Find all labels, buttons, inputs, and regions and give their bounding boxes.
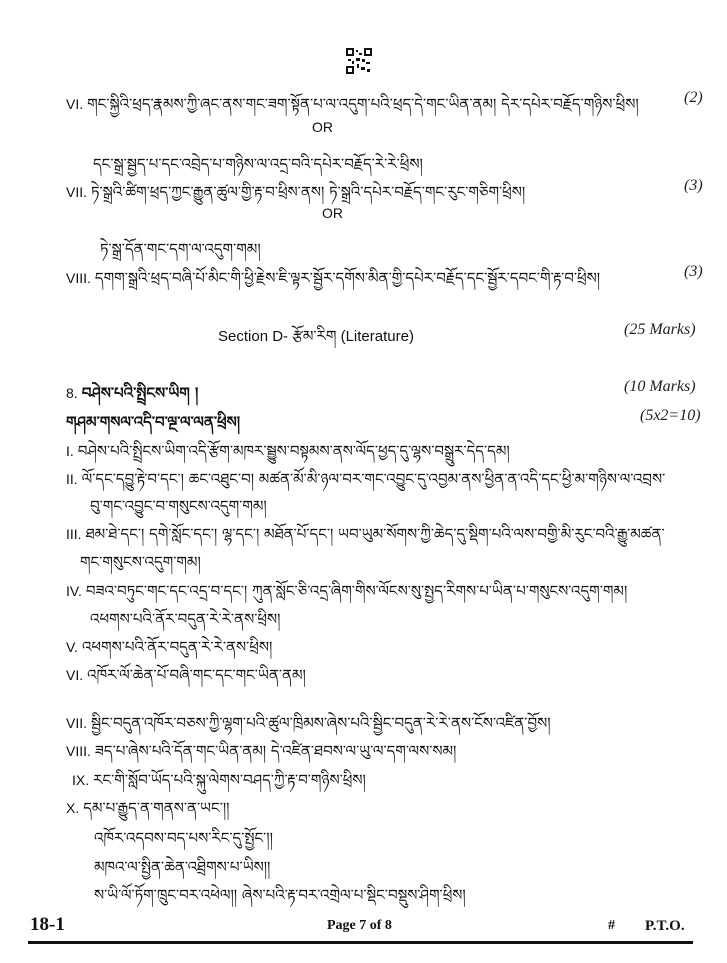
sub-question-text: ལོ་དང་དབྱུ་རྟེ་བ་དང་། ཆང་འཐུང་བ། མཚན་མོ་མི་ཉལ་བར་གང་འབྱུང་དུ་འབྱམ་ནས་ཕྱིན་ན་འདི་དང་ཕྱི་མ་གཉིས་ལ་འབྲས་ xyxy=(81,470,666,488)
verse-line: ས་ཡི་ལོ་ཏོག་ཁྲུང་བར་འཕེལ།། ཞེས་པའི་རྟ་བར་འགྲེལ་པ་སྡིང་བསྡུས་ཤིག་ཕྲིས། xyxy=(94,886,466,904)
question-vi-alternative: དང་སྒྲ་སྦྱད་པ་དང་འབྲེད་པ་གཉིས་ལ་འདྲ་བའི་དཔེར་བརྗོད་རེ་རེ་ཕྲིས། xyxy=(93,155,423,173)
sub-question-text: སྦྱིང་བདུན་འཁོར་བཅས་ཀྱི་ལྷག་པའི་ཚུལ་ཁྲིམས་ཞེས་པའི་སྦྱིང་བདུན་རེ་རེ་ནས་ངོས་འཛིན་བྱོས། xyxy=(91,714,551,732)
sub-question-iv-continued: འཕགས་པའི་ནོར་བདུན་རེ་རེ་ནས་ཕྲིས། xyxy=(90,610,281,628)
question-number: VI. xyxy=(66,96,84,112)
sub-question-number: III. xyxy=(66,526,82,542)
qr-code-icon xyxy=(346,48,372,74)
question-number: 8. xyxy=(66,385,78,401)
sub-question-number: VII. xyxy=(66,715,88,731)
question-vi xyxy=(66,88,639,130)
sub-question-number: VI. xyxy=(66,667,84,683)
question-title: བཤེས་པའི་སྤྲིངས་ཡིག ། xyxy=(81,384,199,402)
question-8-sub-marks: (5x2=10) xyxy=(640,407,701,424)
footer-rule xyxy=(28,941,693,944)
sub-question-text: ཐམ་ཐེ་དང་། དགེ་སློང་དང་། ལྷ་དང་། མཐོན་པོ་དང་། ཡབ་ཡུམ་སོགས་ཀྱི་ཆེད་དུ་སྡིག་པའི་ལས་བགྱི་མི་རུང་བའི་རྒྱུ་མཚན་ xyxy=(85,525,665,543)
question-text: ཏེ་སྒྲའི་ཚིག་ཕྲད་ཀྱང་རྒྱུན་ཚུལ་གྱི་རྟ་བ་ཕྲིས་ནས། ཏེ་སྒྲའི་དཔེར་བརྗོད་གང་རུང་གཅིག་ཕྲིས། xyxy=(91,183,526,201)
question-text: དགག་སྒྲའི་ཕྲད་བཞི་པོ་མིང་གི་ཕྱི་རྗེས་ཇི་ལྟར་སྦྱོར་དགོས་མིན་གྱི་དཔེར་བརྗོད་དང་སྦྱོར་དབང་གི་རྟ་བ་ཕྲིས། xyxy=(94,269,601,287)
section-title: Section D- རྩོམ་རིག (Literature) xyxy=(218,328,414,345)
sub-question-vi xyxy=(66,659,306,701)
sub-question-text: འཕགས་པའི་ནོར་བདུན་རེ་རེ་ནས་ཕྲིས། xyxy=(81,638,273,656)
marks-label: (3) xyxy=(684,263,703,280)
sub-question-text: བཟའ་བཏུང་གང་དང་འདྲ་བ་དང་། ཀུན་སློང་ཅི་འདྲ་ཞིག་གིས་ལོངས་སུ་སྤྱད་རིགས་པ་ཡིན་པ་གསུངས་འདུག་གམ། xyxy=(85,582,628,600)
sub-question-text: འཁོར་ལོ་ཆེན་པོ་བཞི་གང་དང་གང་ཡིན་ནམ། xyxy=(87,666,306,684)
sub-question-number: V. xyxy=(66,639,78,655)
question-vii xyxy=(66,176,525,218)
sub-question-number: IV. xyxy=(66,583,82,599)
question-8-instruction: གཤམ་གསལ་འདི་བ་ལྔ་ལ་ལན་ཕྲིས། xyxy=(66,413,241,431)
sub-question-text: དམ་པ་རྒྱུད་ན་གནས་ན་ཡང་།། xyxy=(83,799,230,817)
sub-question-number: II. xyxy=(66,471,78,487)
verse-line: མཁའ་ལ་སྤྱིན་ཆེན་འཐྲིགས་པ་ཡིས།། xyxy=(94,858,271,876)
question-8-marks: (10 Marks) xyxy=(624,378,696,395)
pto-label: P.T.O. xyxy=(645,918,685,934)
section-marks: (25 Marks) xyxy=(624,321,696,338)
sub-question-number: VIII. xyxy=(66,743,91,759)
verse-line: འཁོར་འདབས་བད་པས་རིང་དུ་སྤྱོང་།། xyxy=(94,829,273,847)
question-number: VIII. xyxy=(66,270,91,286)
or-separator: OR xyxy=(322,205,343,221)
question-viii xyxy=(66,262,600,304)
sub-question-ii-continued: བུ་གང་འབྱུང་བ་གསུངས་འདུག་གམ། xyxy=(90,497,267,515)
marks-label: (2) xyxy=(684,89,703,106)
sub-question-iii-continued: གང་གསུངས་འདུག་གམ། xyxy=(80,553,201,571)
question-text: གང་སྐྱིའི་ཕྲད་རྣམས་ཀྱི་ཞང་ནས་གང་ཟག་སྟོན་པ་ལ་འདུག་པའི་ཕྲད་དེ་གང་ཡིན་ནམ། དེར་དཔེར་བརྗོད་གཉིས་ཕྲིས། xyxy=(87,95,639,113)
paper-code: 18-1 xyxy=(30,914,65,935)
sub-question-number: IX. xyxy=(72,772,90,788)
sub-question-number: I. xyxy=(66,443,74,459)
marks-label: (3) xyxy=(684,177,703,194)
question-vii-alternative: ཏེ་སྒྲ་དོན་གང་དག་ལ་འདུག་གམ། xyxy=(100,240,261,258)
sub-question-number: X. xyxy=(66,800,80,816)
sub-question-text: བཤེས་པའི་སྤྲིངས་ཡིག་འདི་རྩོག་མཁར་སྦྱུས་བསྟམས་ནས་ལོད་ཕྱད་དུ་ལྷས་བསྒྲུར་དེད་དམ། xyxy=(77,442,510,460)
page-number: Page 7 of 8 xyxy=(327,918,392,933)
sub-question-text: རང་གི་སློབ་ཡོད་པའི་སྐུ་ལེགས་བཤད་ཀྱི་རྟ་བ་གཉིས་ཕྲིས། xyxy=(93,771,366,789)
hash-mark: # xyxy=(608,918,615,933)
question-number: VII. xyxy=(66,184,88,200)
or-separator: OR xyxy=(312,119,333,135)
sub-question-text: ཟད་པ་ཞེས་པའི་དོན་གང་ཡིན་ནམ། དེ་འཛིན་ཐབས་ལ་ཡུ་ལ་དག་ལས་སམ། xyxy=(94,742,457,760)
